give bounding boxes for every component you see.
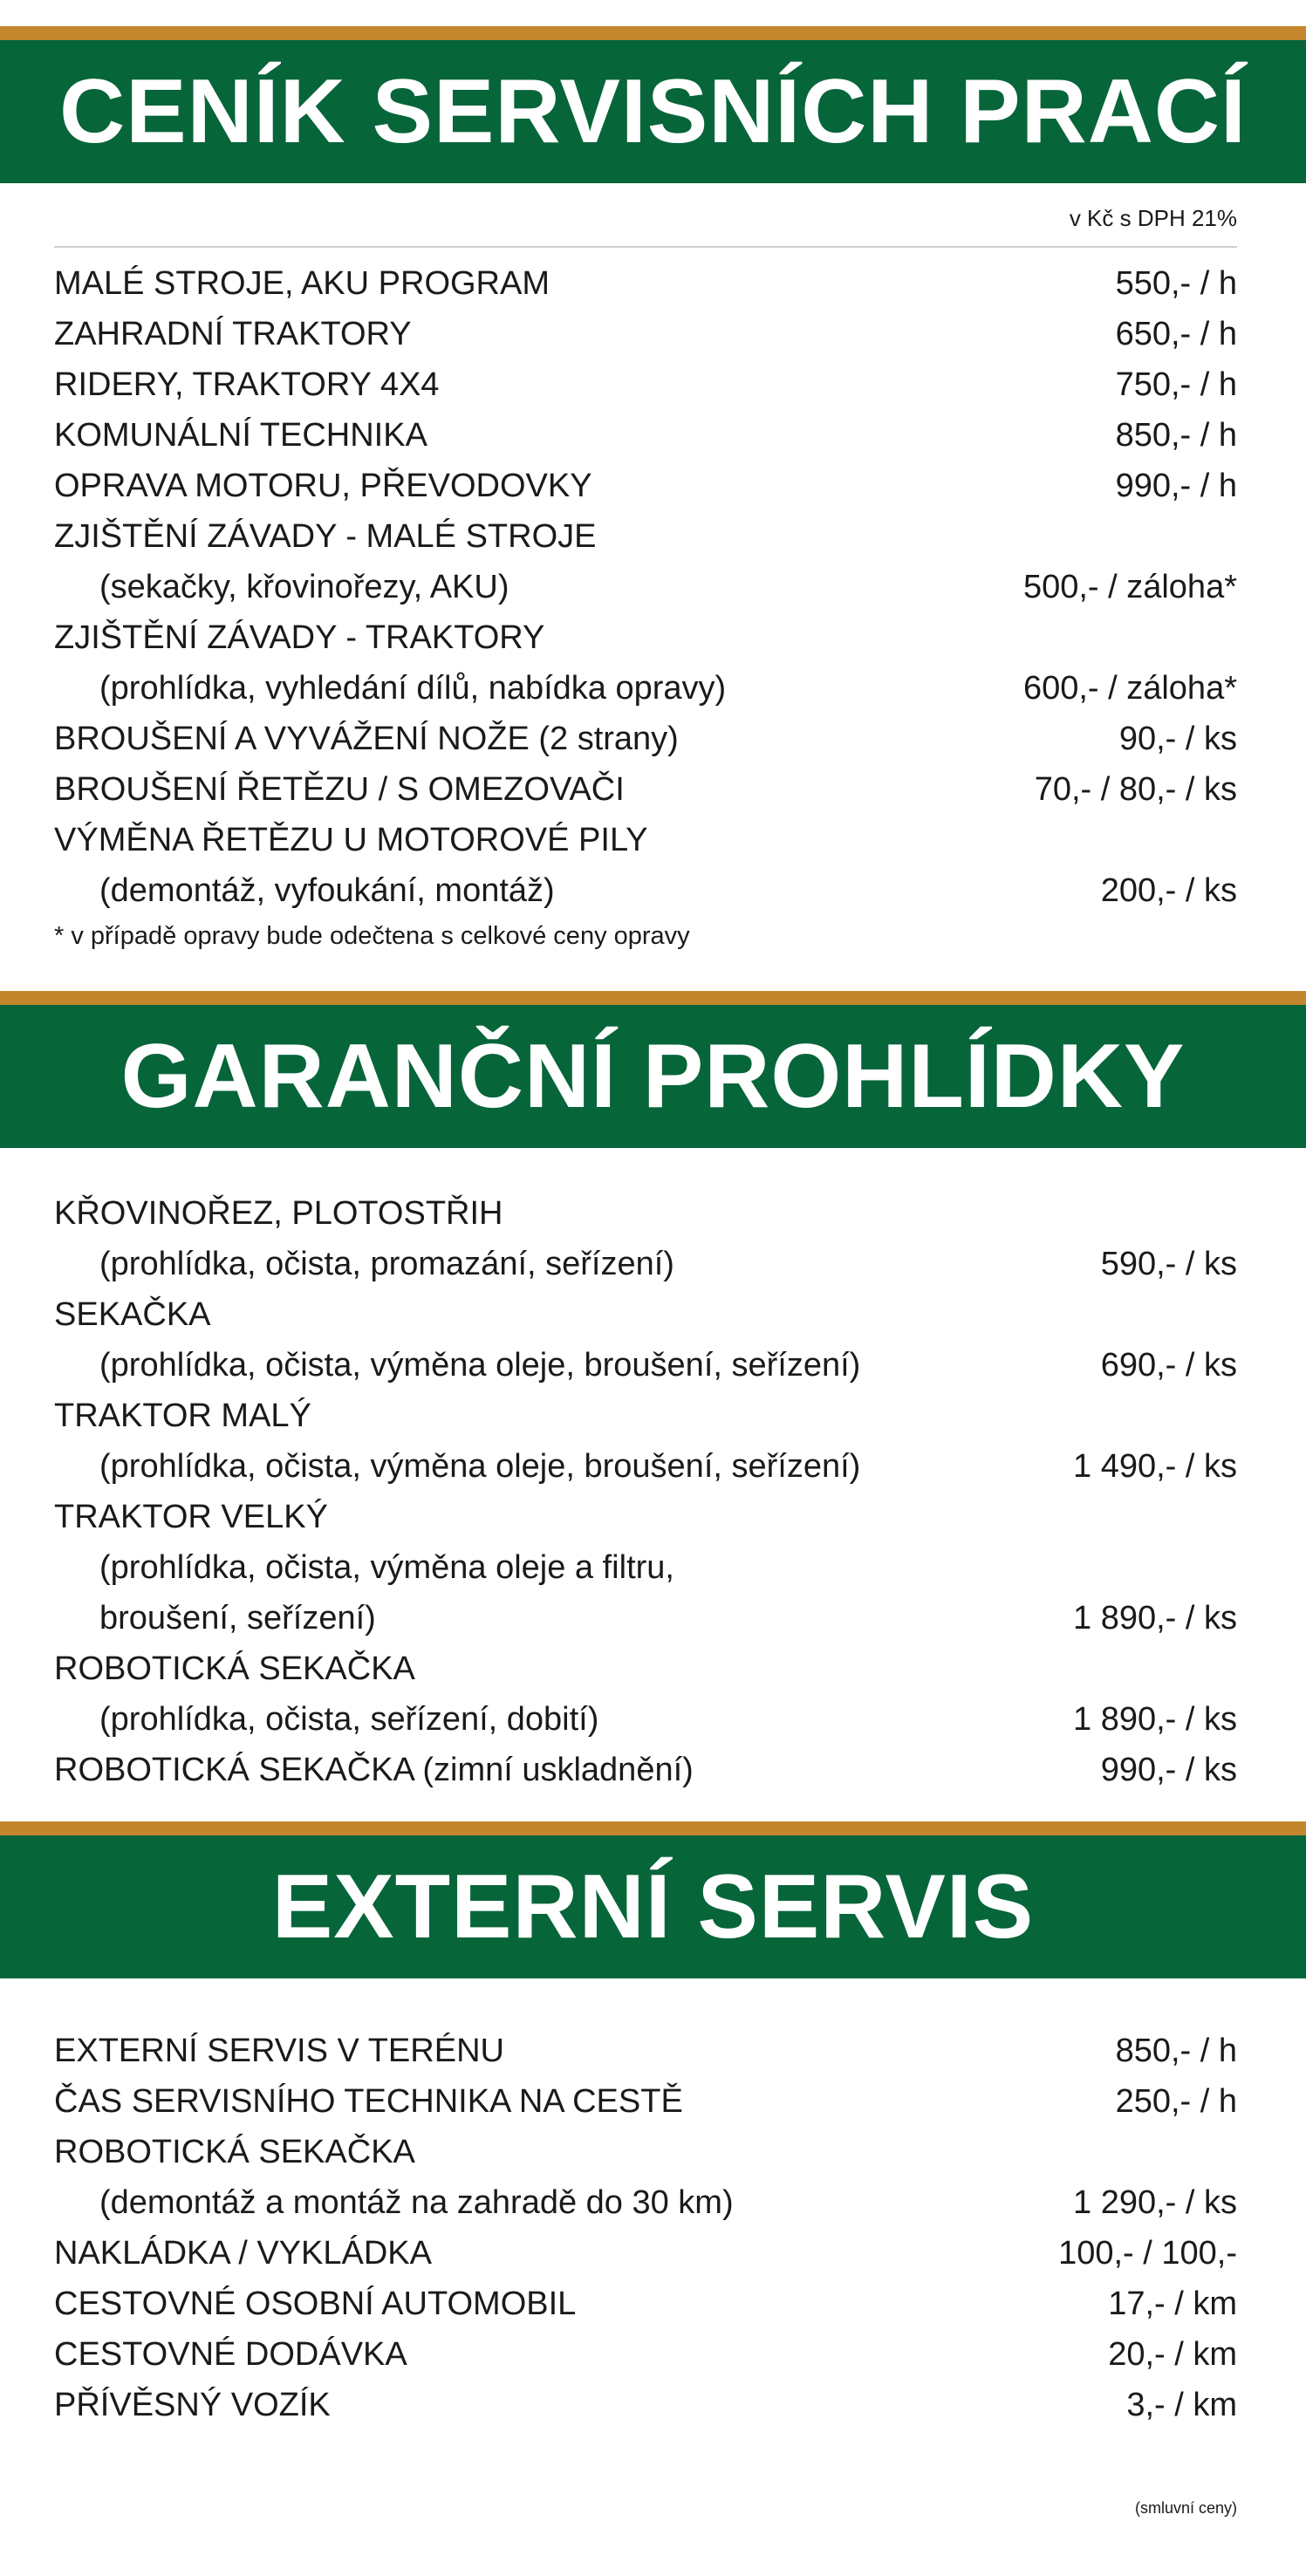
service-price: 1 290,- / ks bbox=[1073, 2184, 1237, 2221]
price-row bbox=[54, 1188, 1237, 1239]
service-price: 200,- / ks bbox=[1100, 872, 1237, 909]
price-row bbox=[54, 511, 1237, 562]
service-label: NAKLÁDKA / VYKLÁDKA bbox=[54, 2235, 432, 2272]
service-label: EXTERNÍ SERVIS V TERÉNU bbox=[54, 2033, 504, 2069]
price-row bbox=[54, 1289, 1237, 1340]
header-externi-servis bbox=[0, 1821, 1306, 1978]
price-list-externi-servis bbox=[54, 2026, 1237, 2430]
price-row bbox=[54, 1593, 1237, 1643]
service-price: 590,- / ks bbox=[1100, 1246, 1237, 1282]
price-row bbox=[54, 1239, 1237, 1289]
price-list-garancni-prohlidky bbox=[54, 1188, 1237, 1795]
service-label: ROBOTICKÁ SEKAČKA bbox=[54, 1650, 415, 1687]
price-row bbox=[54, 562, 1237, 612]
section-title: CENÍK SERVISNÍCH PRACÍ bbox=[59, 60, 1247, 162]
service-label: KŘOVINOŘEZ, PLOTOSTŘIH bbox=[54, 1195, 503, 1232]
service-price: 100,- / 100,- bbox=[1058, 2235, 1237, 2272]
price-row bbox=[54, 2026, 1237, 2076]
service-price: 17,- / km bbox=[1108, 2286, 1237, 2322]
service-label: RIDERY, TRAKTORY 4X4 bbox=[54, 366, 440, 403]
service-label: OPRAVA MOTORU, PŘEVODOVKY bbox=[54, 468, 592, 504]
price-row bbox=[54, 612, 1237, 663]
price-row bbox=[54, 1694, 1237, 1745]
service-label: (prohlídka, očista, výměna oleje, broušení, seřízení) bbox=[99, 1347, 861, 1384]
header-garancni-prohlidky bbox=[0, 991, 1306, 1148]
service-label: SEKAČKA bbox=[54, 1296, 211, 1333]
service-price: 1 890,- / ks bbox=[1073, 1600, 1237, 1636]
price-row bbox=[54, 1745, 1237, 1795]
service-price: 1 890,- / ks bbox=[1073, 1701, 1237, 1738]
service-price: 250,- / h bbox=[1115, 2083, 1237, 2120]
service-price: 750,- / h bbox=[1115, 366, 1237, 403]
price-row bbox=[54, 1492, 1237, 1542]
deposit-footnote: * v případě opravy bude odečtena s celkové ceny opravy bbox=[54, 922, 690, 950]
price-row bbox=[54, 815, 1237, 865]
price-row bbox=[54, 865, 1237, 916]
price-row bbox=[54, 1390, 1237, 1441]
service-price: 90,- / ks bbox=[1118, 721, 1237, 757]
service-label: CESTOVNÉ OSOBNÍ AUTOMOBIL bbox=[54, 2286, 577, 2322]
service-label: ZAHRADNÍ TRAKTORY bbox=[54, 316, 412, 352]
divider bbox=[54, 246, 1237, 248]
contract-prices-note: (smluvní ceny) bbox=[1134, 2499, 1237, 2517]
price-row bbox=[54, 663, 1237, 714]
service-label: BROUŠENÍ ŘETĚZU / S OMEZOVAČI bbox=[54, 771, 625, 808]
service-label: ČAS SERVISNÍHO TECHNIKA NA CESTĚ bbox=[54, 2083, 683, 2120]
service-label: ROBOTICKÁ SEKAČKA (zimní uskladnění) bbox=[54, 1752, 694, 1788]
service-label: KOMUNÁLNÍ TECHNIKA bbox=[54, 417, 427, 454]
price-row bbox=[54, 1643, 1237, 1694]
service-price: 3,- / km bbox=[1126, 2387, 1237, 2423]
price-row bbox=[54, 764, 1237, 815]
service-label: (demontáž a montáž na zahradě do 30 km) bbox=[99, 2184, 734, 2221]
service-price: 70,- / 80,- / ks bbox=[1034, 771, 1237, 808]
vat-note: v Kč s DPH 21% bbox=[1069, 205, 1237, 231]
service-price: 500,- / záloha* bbox=[1022, 569, 1237, 605]
price-row bbox=[54, 2177, 1237, 2228]
section-title: GARANČNÍ PROHLÍDKY bbox=[120, 1025, 1186, 1127]
service-label: (sekačky, křovinořezy, AKU) bbox=[99, 569, 509, 605]
price-row bbox=[54, 1441, 1237, 1492]
price-list-servisni-prace bbox=[54, 258, 1237, 956]
price-row bbox=[54, 1542, 1237, 1593]
price-row bbox=[54, 2076, 1237, 2127]
service-label: ZJIŠTĚNÍ ZÁVADY - MALÉ STROJE bbox=[54, 518, 597, 555]
price-row bbox=[54, 1340, 1237, 1390]
service-label: TRAKTOR VELKÝ bbox=[54, 1499, 328, 1535]
service-price: 600,- / záloha* bbox=[1022, 670, 1237, 707]
price-row bbox=[54, 714, 1237, 764]
price-row bbox=[54, 2279, 1237, 2329]
service-label: (demontáž, vyfoukání, montáž) bbox=[99, 872, 555, 909]
price-row bbox=[54, 359, 1237, 410]
service-label: (prohlídka, očista, výměna oleje, broušení, seřízení) bbox=[99, 1448, 861, 1485]
service-price: 690,- / ks bbox=[1100, 1347, 1237, 1384]
service-price: 990,- / h bbox=[1115, 468, 1237, 504]
price-row bbox=[54, 2380, 1237, 2430]
service-label: VÝMĚNA ŘETĚZU U MOTOROVÉ PILY bbox=[54, 822, 648, 858]
service-label: broušení, seřízení) bbox=[99, 1600, 376, 1636]
price-row bbox=[54, 309, 1237, 359]
service-label: MALÉ STROJE, AKU PROGRAM bbox=[54, 265, 550, 302]
service-label: BROUŠENÍ A VYVÁŽENÍ NOŽE (2 strany) bbox=[54, 721, 679, 757]
price-row bbox=[54, 2127, 1237, 2177]
price-row bbox=[54, 258, 1237, 309]
service-price: 850,- / h bbox=[1115, 2033, 1237, 2069]
service-label: ROBOTICKÁ SEKAČKA bbox=[54, 2134, 415, 2170]
service-label: TRAKTOR MALÝ bbox=[54, 1397, 311, 1434]
service-label: CESTOVNÉ DODÁVKA bbox=[54, 2336, 407, 2373]
service-label: (prohlídka, očista, seřízení, dobití) bbox=[99, 1701, 599, 1738]
section-title: EXTERNÍ SERVIS bbox=[271, 1855, 1035, 1958]
service-label: (prohlídka, očista, výměna oleje a filtru, bbox=[99, 1549, 674, 1586]
service-price: 550,- / h bbox=[1115, 265, 1237, 302]
service-label: ZJIŠTĚNÍ ZÁVADY - TRAKTORY bbox=[54, 619, 545, 656]
service-label: PŘÍVĚSNÝ VOZÍK bbox=[54, 2387, 331, 2423]
service-label: (prohlídka, vyhledání dílů, nabídka opravy) bbox=[99, 670, 727, 707]
service-price: 650,- / h bbox=[1115, 316, 1237, 352]
service-price: 1 490,- / ks bbox=[1073, 1448, 1237, 1485]
price-row bbox=[54, 2228, 1237, 2279]
price-row bbox=[54, 2329, 1237, 2380]
service-price: 850,- / h bbox=[1115, 417, 1237, 454]
service-price: 20,- / km bbox=[1108, 2336, 1237, 2373]
service-label: (prohlídka, očista, promazání, seřízení) bbox=[99, 1246, 674, 1282]
header-servisni-prace bbox=[0, 26, 1306, 183]
price-row bbox=[54, 410, 1237, 461]
price-row bbox=[54, 461, 1237, 511]
service-price: 990,- / ks bbox=[1100, 1752, 1237, 1788]
